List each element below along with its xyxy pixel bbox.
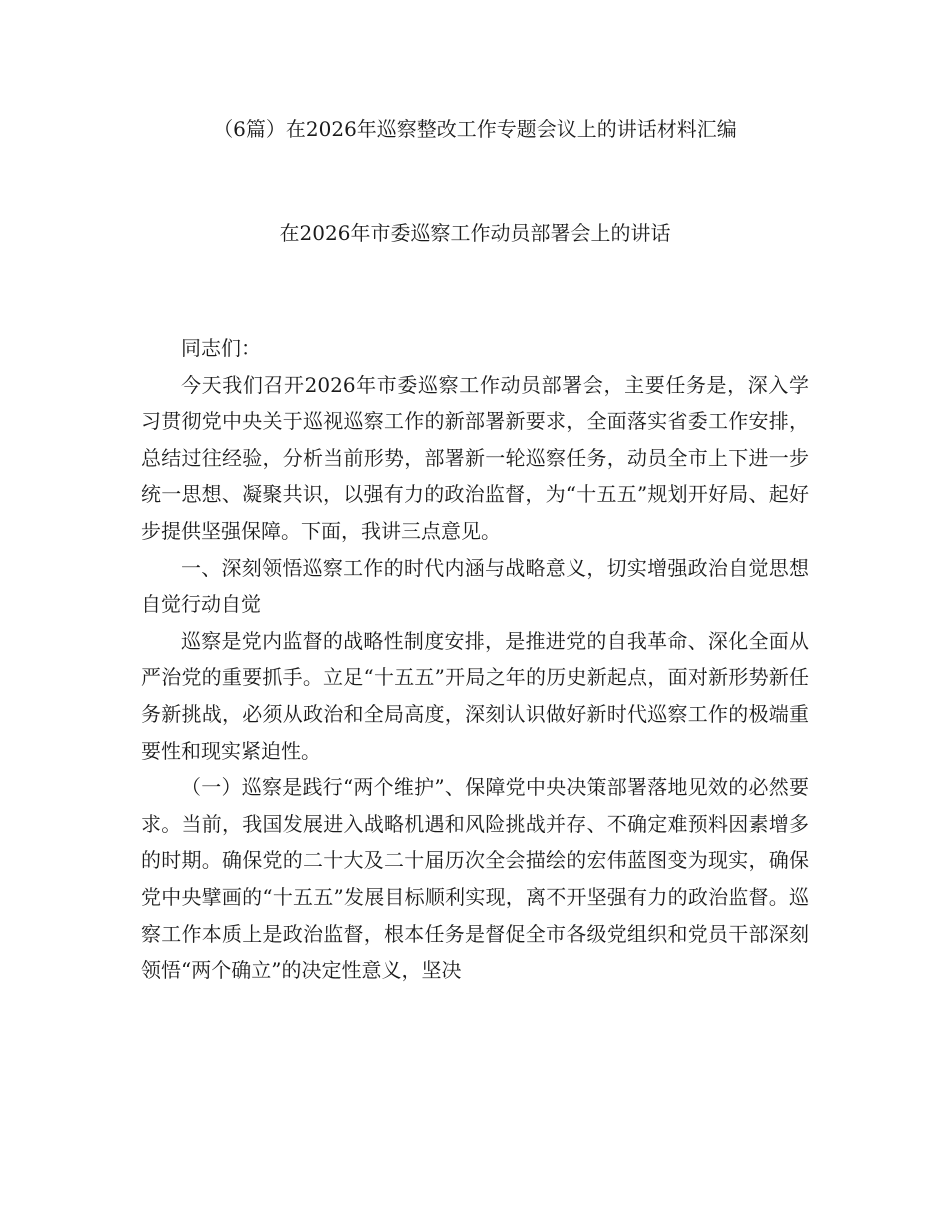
body-paragraph: 巡察是党内监督的战略性制度安排，是推进党的自我革命、深化全面从严治党的重要抓手。立足“十五五”开局之年的历史新起点，面对新形势新任务新挑战，必须从政治和全局高度，深刻认识做好新时代巡察工作的极端重要性和现实紧迫性。 [141,628,809,763]
section-heading-1: 一、深刻领悟巡察工作的时代内涵与战略意义，切实增强政治自觉思想自觉行动自觉 [141,555,809,617]
speech-title: 在2026年市委巡察工作动员部署会上的讲话 [279,221,671,245]
document-body [141,330,809,989]
intro-paragraph: 今天我们召开2026年市委巡察工作动员部署会，主要任务是，深入学习贯彻党中央关于巡视巡察工作的新部署新要求，全面落实省委工作安排，总结过往经验，分析当前形势，部署新一轮巡察任务，动员全市上下进一步统一思想、凝聚共识，以强有力的政治监督，为“十五五”规划开好局、起好步提供坚强保障。下面，我讲三点意见。 [141,372,809,543]
document-title: （6篇）在2026年巡察整改工作专题会议上的讲话材料汇编 [213,117,737,141]
salutation: 同志们： [181,336,261,360]
subsection-paragraph-1: （一）巡察是践行“两个维护”、保障党中央决策部署落地见效的必然要求。当前，我国发展进入战略机遇和风险挑战并存、不确定难预料因素增多的时期。确保党的二十大及二十届历次全会描绘的宏伟蓝图变为现实，确保党中央擘画的“十五五”发展目标顺利实现，离不开坚强有力的政治监督。巡察工作本质上是政治监督，根本任务是督促全市各级党组织和党员干部深刻领悟“两个确立”的决定性意义，坚决 [141,775,809,983]
